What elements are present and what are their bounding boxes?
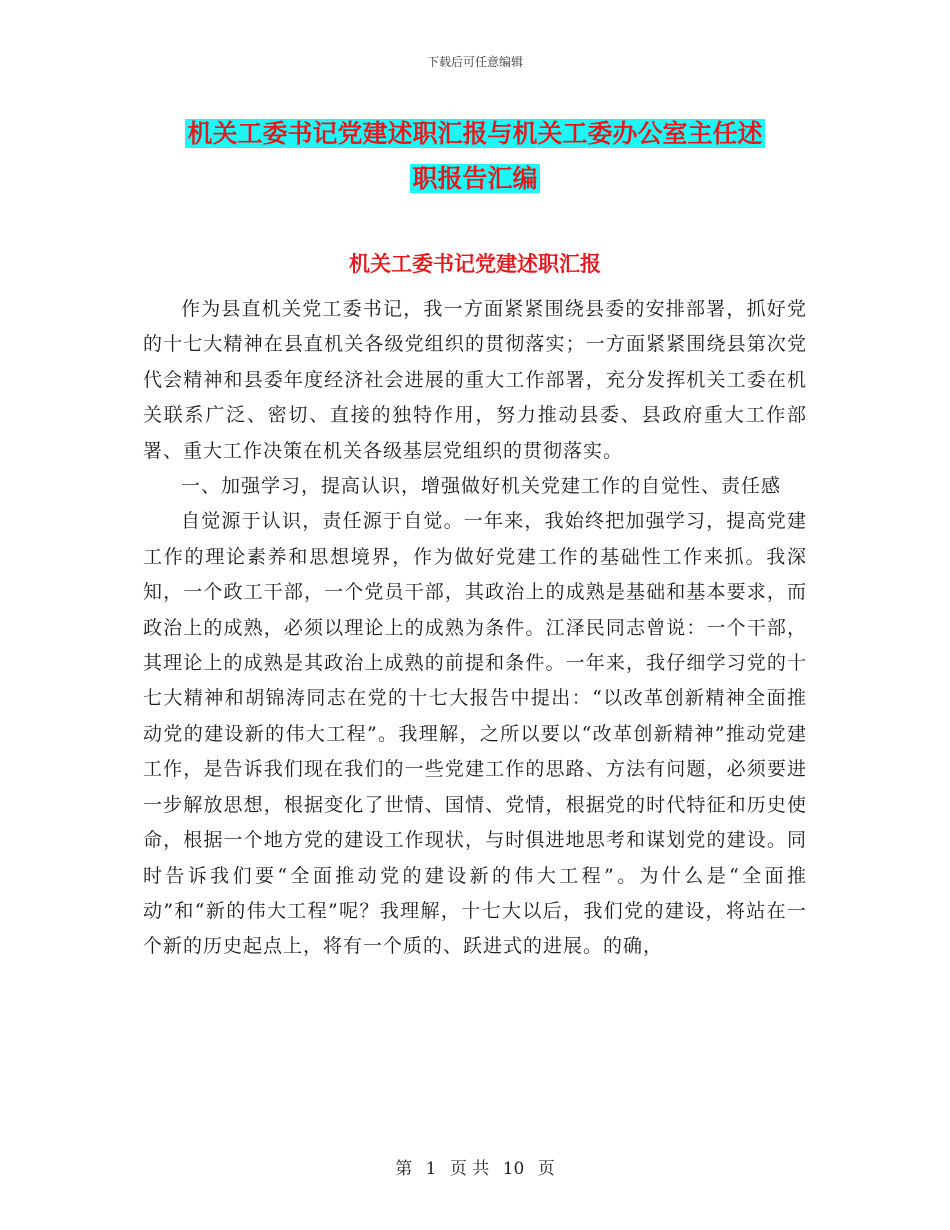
footer-mid: 页 共 (449, 1159, 490, 1179)
document-title-line2: 职报告汇编 (412, 164, 538, 193)
paragraph: 自觉源于认识，责任源于自觉。一年来，我始终把加强学习，提高党建工作的理论素养和思想境界，作为做好党建工作的基础性工作来抓。我深知，一个政工干部，一个党员干部，其政治上的成熟是基础和基本要求，而政治上的成熟，必须以理论上的成熟为条件。江泽民同志曾说：一个干部，其理论上的成熟是其政治上成熟的前提和条件。一年来，我仔细学习党的十七大精神和胡锦涛同志在党的十七大报告中提出：“以改革创新精神全面推动党的建设新的伟大工程”。我理解，之所以要以“改革创新精神”推动党建工作，是告诉我们现在我们的一些党建工作的思路、方法有问题，必须要进一步解放思想，根据变化了世情、国情、党情，根据党的时代特征和历史使命，根据一个地方党的建设工作现状，与时俱进地思考和谋划党的建设。同时告诉我们要“全面推动党的建设新的伟大工程”。为什么是“全面推动”和“新的伟大工程”呢？我理解，十七大以后，我们党的建设，将站在一个新的历史起点上，将有一个质的、跃进式的进展。的确， (143, 510, 807, 958)
footer-prefix: 第 (395, 1159, 413, 1179)
paragraph: 一、加强学习，提高认识，增强做好机关党建工作的自觉性、责任感 (181, 475, 782, 498)
document-title (140, 111, 810, 201)
footer-total-pages: 10 (502, 1159, 525, 1179)
footer-suffix: 页 (537, 1159, 555, 1179)
section-title: 机关工委书记党建述职汇报 (349, 252, 601, 276)
page-footer (0, 1154, 950, 1179)
header-note: 下载后可任意编辑 (426, 55, 523, 69)
body-text (143, 292, 807, 965)
footer-page-number: 1 (425, 1159, 437, 1179)
document-title-line1: 机关工委书记党建述职汇报与机关工委办公室主任述 (187, 119, 763, 148)
paragraph: 作为县直机关党工委书记，我一方面紧紧围绕县委的安排部署，抓好党的十七大精神在县直机关各级党组织的贯彻落实；一方面紧紧围绕县第次党代会精神和县委年度经济社会进展的重大工作部署，充分发挥机关工委在机关联系广泛、密切、直接的独特作用，努力推动县委、县政府重大工作部署、重大工作决策在机关各级基层党组织的贯彻落实。 (143, 298, 807, 462)
